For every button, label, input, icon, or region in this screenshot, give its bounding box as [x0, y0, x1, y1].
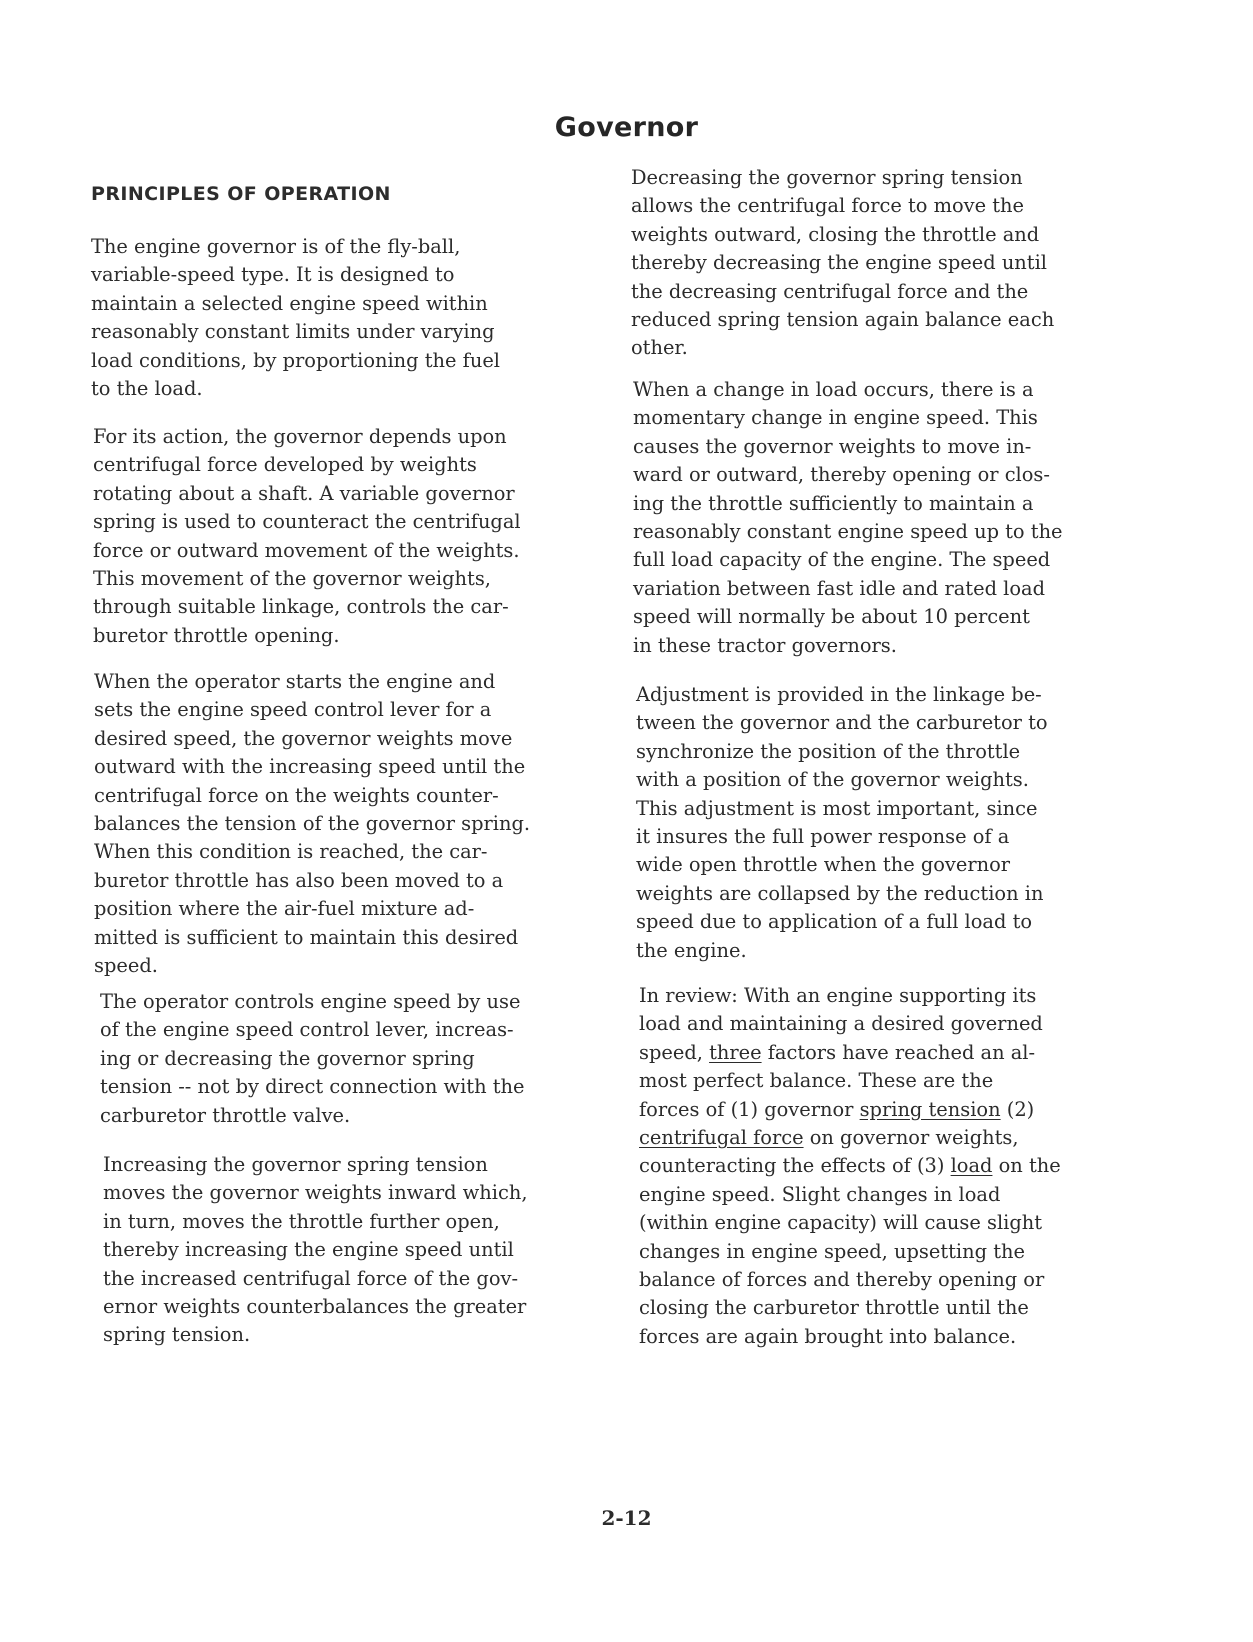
- page-title: Governor: [554, 112, 699, 143]
- paragraph-decreasing-tension: Decreasing the governor spring tension allows the centrifugal force to move the weights outward, closing the throttle and thereby decreasing the engine speed until the decreasing centrifugal force and the reduced spring tension again balance each other.: [631, 166, 1055, 360]
- paragraph-fly-ball-governor: The engine governor is of the fly-ball, variable-speed type. It is designed to maintain a selected engine speed within reasonably constant limits under varying load conditions, by proportioning the fuel to the load.: [91, 235, 501, 401]
- paragraph-operator-starts-engine: When the operator starts the engine and sets the engine speed control lever for a desired speed, the governor weights move outward with the increasing speed until the centrifugal force on the weights counter- balances the tension of the governor spring. When this condition is reached, the car- buretor throttle has also been moved to a position where the air-fuel mixture ad- mitted is sufficient to maintain this desired speed.: [94, 670, 531, 978]
- paragraph-operator-controls-speed: The operator controls engine speed by use of the engine speed control lever, increas- ing or decreasing the governor spring tension -- not by direct connection with the carburetor throttle valve.: [100, 990, 525, 1127]
- underlined-centrifugal-force: centrifugal force: [639, 1126, 804, 1150]
- underlined-spring-tension: spring tension: [859, 1097, 1001, 1121]
- section-heading: PRINCIPLES OF OPERATION: [91, 183, 391, 205]
- paragraph-review: In review: With an engine supporting its load and maintaining a desired governed speed, three factors have reached an al- most perfect balance. These are the forces of (1) governor spring tension (2) centrifugal force on governor weights, counteracting the effects of (3) load on the engine speed. Slight changes in load (within engine capacity) will cause slight changes in engine speed, upsetting the balance of forces and thereby opening or closing the carburetor throttle until the forces are again brought into balance.: [639, 984, 1061, 1348]
- underlined-load: load: [950, 1154, 993, 1178]
- paragraph-change-in-load: When a change in load occurs, there is a momentary change in engine speed. This causes the governor weights to move in- ward or outward, thereby opening or clos- ing the throttle sufficiently to maintain a reasonably constant engine speed up to the full load capacity of the engine. The speed variation between fast idle and rated load speed will normally be about 10 percent in these tractor governors.: [633, 378, 1063, 657]
- page-number: 2-12: [601, 1506, 652, 1530]
- underlined-three: three: [709, 1040, 762, 1064]
- paragraph-centrifugal-force: For its action, the governor depends upon centrifugal force developed by weights rotating about a shaft. A variable governor spring is used to counteract the centrifugal force or outward movement of the weights. This movement of the governor weights, through suitable linkage, controls the car- buretor throttle opening.: [93, 425, 521, 647]
- paragraph-adjustment: Adjustment is provided in the linkage be- tween the governor and the carburetor to synchronize the position of the throttle with a position of the governor weights. This adjustment is most important, since it insures the full power response of a wide open throttle when the governor weights are collapsed by the reduction in speed due to application of a full load to the engine.: [636, 683, 1048, 962]
- paragraph-increasing-tension: Increasing the governor spring tension moves the governor weights inward which, in turn, moves the throttle further open, thereby increasing the engine speed until the increased centrifugal force of the gov- ernor weights counterbalances the greater spring tension.: [103, 1153, 528, 1347]
